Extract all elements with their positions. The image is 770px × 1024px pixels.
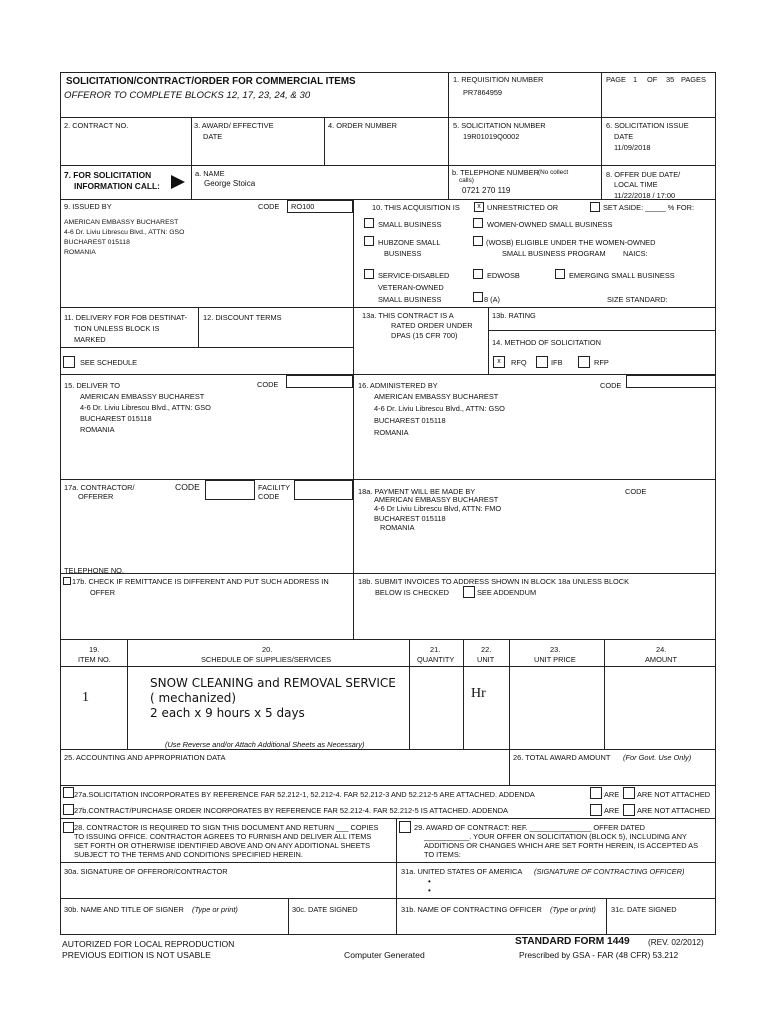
deliver-to-address: ROMANIA	[80, 425, 115, 434]
col-item-name: ITEM NO.	[78, 655, 111, 664]
rfq-checkbox[interactable]: x	[493, 356, 505, 368]
deliver-to-label: 15. DELIVER TO	[64, 381, 121, 390]
item-description: SNOW CLEANING and REMOVAL SERVICE	[150, 676, 396, 690]
page-label: PAGE	[606, 75, 626, 84]
info-call-label: INFORMATION CALL:	[74, 181, 160, 191]
hubzone-label: BUSINESS	[384, 249, 422, 258]
wosb-checkbox[interactable]	[473, 218, 483, 228]
divider	[353, 199, 354, 639]
deliver-to-code-box	[286, 375, 353, 388]
see-addendum-checkbox[interactable]	[463, 586, 475, 598]
bullet: •	[428, 877, 431, 886]
col-amount-name: AMOUNT	[645, 655, 678, 664]
info-call-label: 7. FOR SOLICITATION	[64, 170, 152, 180]
reproduction-note: PREVIOUS EDITION IS NOT USABLE	[62, 950, 211, 960]
contractor-sign-text: SET FORTH OR OTHERWISE IDENTIFIED ABOVE AND ON ANY ADDITIONAL SHEETS	[74, 841, 371, 850]
divider	[191, 117, 192, 199]
award-text: ADDITIONS OR CHANGES WHICH ARE SET FORTH HEREIN, IS ACCEPTED AS	[424, 841, 699, 850]
wosb-label: WOMEN-OWNED SMALL BUSINESS	[487, 220, 613, 229]
reverse-note: (Use Reverse and/or Attach Additional Sheets as Necessary)	[165, 740, 365, 749]
set-aside-checkbox[interactable]	[590, 202, 600, 212]
item-number: 1	[82, 690, 89, 705]
naics-label: NAICS:	[623, 249, 648, 258]
offer-due-label: LOCAL TIME	[614, 180, 658, 189]
divider	[604, 639, 605, 749]
administered-by-address: 4-6 Dr. Liviu Librescu Blvd., ATTN: GSO	[374, 404, 505, 413]
page-total: 35	[666, 75, 675, 84]
issue-date-label: 6. SOLICITATION ISSUE	[606, 121, 689, 130]
emerging-label: EMERGING SMALL BUSINESS	[569, 271, 675, 280]
divider	[60, 749, 61, 750]
divider	[198, 307, 199, 347]
solicitation-number-value: 19R01019Q0002	[463, 132, 520, 141]
contact-name-label: a. NAME	[195, 169, 225, 178]
order-number-label: 4. ORDER NUMBER	[328, 121, 397, 130]
sdvo-label: SMALL BUSINESS	[378, 295, 442, 304]
divider	[60, 165, 716, 166]
facility-code-label: FACILITY	[258, 483, 291, 492]
wosb-eligible-checkbox[interactable]	[473, 236, 483, 246]
27a-are-checkbox[interactable]	[590, 787, 602, 799]
award-text: ___________. YOUR OFFER ON SOLICITATION (BLOCK 5), INCLUDING ANY	[424, 832, 687, 841]
offer-due-label: 8. OFFER DUE DATE/	[606, 170, 681, 179]
computer-generated: Computer Generated	[344, 950, 425, 960]
delivery-fob-label: 11. DELIVERY FOR FOB DESTINAT-	[64, 313, 188, 322]
delivery-fob-label: TION UNLESS BLOCK IS	[74, 324, 160, 333]
contact-name-value: George Stoica	[204, 179, 256, 188]
acquisition-label: 10. THIS ACQUISITION IS	[372, 203, 460, 212]
edwosb-label: EDWOSB	[487, 271, 520, 280]
divider	[60, 573, 716, 574]
issued-by-address: BUCHAREST 015118	[64, 239, 130, 246]
invoice-label: BELOW IS CHECKED	[375, 588, 449, 597]
27b-are-checkbox[interactable]	[590, 804, 602, 816]
rated-order-label: DPAS (15 CFR 700)	[391, 331, 458, 340]
contract-number-label: 2. CONTRACT NO.	[64, 121, 129, 130]
divider	[409, 639, 410, 749]
rfq-label: RFQ	[511, 358, 527, 367]
officer-signature-note: (SIGNATURE OF CONTRACTING OFFICER)	[534, 867, 685, 876]
offeror-signature-label: 30a. SIGNATURE OF OFFEROR/CONTRACTOR	[64, 867, 228, 876]
telephone-note: calls)	[459, 177, 474, 184]
col-unit-price-num: 23.	[550, 645, 561, 654]
signer-name-label: 30b. NAME AND TITLE OF SIGNER	[64, 905, 184, 914]
divider	[448, 72, 449, 199]
payment-by-label: 18a. PAYMENT WILL BE MADE BY	[358, 487, 476, 496]
administered-by-address: BUCHAREST 015118	[374, 416, 446, 425]
administered-by-address: ROMANIA	[374, 428, 409, 437]
discount-terms-label: 12. DISCOUNT TERMS	[203, 313, 282, 322]
form-revision: (REV. 02/2012)	[648, 938, 704, 947]
hubzone-label: HUBZONE SMALL	[378, 238, 441, 247]
reproduction-note: AUTORIZED FOR LOCAL REPRODUCTION	[62, 939, 235, 949]
award-checkbox[interactable]	[399, 821, 411, 833]
divider	[60, 898, 716, 899]
offer-due-value: 11/22/2018 / 17:00	[614, 191, 676, 200]
requisition-label: 1. REQUISITION NUMBER	[453, 75, 544, 84]
divider	[127, 639, 128, 749]
item-description: 2 each x 9 hours x 5 days	[150, 706, 305, 720]
delivery-fob-label: MARKED	[74, 335, 106, 344]
bullet: •	[428, 886, 431, 895]
divider	[60, 307, 716, 308]
offeror-date-label: 30c. DATE SIGNED	[292, 905, 358, 914]
wosb-eligible-label: SMALL BUSINESS PROGRAM	[502, 249, 606, 258]
issued-by-label: 9. ISSUED BY	[64, 202, 112, 211]
sdvo-label: SERVICE-DISABLED	[378, 271, 450, 280]
form-title: SOLICITATION/CONTRACT/ORDER FOR COMMERCIAL ITEMS	[66, 76, 356, 87]
col-quantity-name: QUANTITY	[417, 655, 455, 664]
divider	[324, 117, 325, 165]
eight-a-checkbox[interactable]	[473, 292, 483, 302]
contractor-sign-text: SUBJECT TO THE TERMS AND CONDITIONS SPECIFIED HEREIN.	[74, 850, 303, 859]
solicitation-ref-text: 27a.SOLICITATION INCORPORATES BY REFERENCE FAR 52.212-1, 52.212-4. FAR 52.212-3 AND 52.212-5 ARE ATTACHED. ADDENDA	[74, 790, 535, 799]
administered-by-label: 16. ADMINISTERED BY	[358, 381, 438, 390]
requisition-value: PR7864959	[463, 88, 503, 97]
issued-by-address: 4-6 Dr. Liviu Librescu Blvd., ATTN: GSO	[64, 229, 185, 236]
form-subtitle: OFFEROR TO COMPLETE BLOCKS 12, 17, 23, 24, & 30	[64, 90, 311, 101]
see-addendum-label: SEE ADDENDUM	[477, 588, 537, 597]
divider	[463, 639, 464, 749]
issued-by-address: AMERICAN EMBASSY BUCHAREST	[64, 219, 179, 226]
administered-by-address: AMERICAN EMBASSY BUCHAREST	[374, 392, 499, 401]
ifb-label: IFB	[551, 358, 563, 367]
solicitation-number-label: 5. SOLICITATION NUMBER	[453, 121, 546, 130]
pages-word: PAGES	[681, 75, 706, 84]
hubzone-checkbox[interactable]	[364, 236, 374, 246]
divider	[60, 117, 716, 118]
rfp-label: RFP	[594, 358, 609, 367]
col-schedule-name: SCHEDULE OF SUPPLIES/SERVICES	[201, 655, 332, 664]
divider	[606, 898, 607, 935]
edwosb-checkbox[interactable]	[473, 269, 483, 279]
27b-are-not-label: ARE NOT ATTACHED	[637, 806, 711, 815]
telephone-value: 0721 270 119	[462, 186, 511, 195]
divider	[60, 666, 716, 667]
27a-are-label: ARE	[604, 790, 620, 799]
deliver-to-address: 4-6 Dr. Liviu Librescu Blvd., ATTN: GSO	[80, 403, 211, 412]
deliver-to-code-label: CODE	[257, 380, 279, 389]
col-unit-price-name: UNIT PRICE	[534, 655, 576, 664]
divider	[488, 307, 489, 374]
telephone-note: (No collect	[538, 169, 569, 176]
rfp-checkbox[interactable]	[578, 356, 590, 368]
payment-address: ROMANIA	[380, 523, 415, 532]
sdvo-label: VETERAN-OWNED	[378, 283, 444, 292]
officer-name-note: (Type or print)	[550, 905, 596, 914]
col-unit-name: UNIT	[477, 655, 495, 664]
facility-code-label: CODE	[258, 492, 280, 501]
solicitation-ref-checkbox[interactable]	[63, 787, 74, 798]
divider	[396, 818, 397, 935]
remit-label: 17b. CHECK IF REMITTANCE IS DIFFERENT AND PUT SUCH ADDRESS IN	[72, 577, 329, 586]
telephone-label: b. TELEPHONE NUMBER	[452, 168, 539, 177]
27b-are-not-checkbox[interactable]	[623, 804, 635, 816]
wosb-eligible-label: (WOSB) ELIGIBLE UNDER THE WOMEN-OWNED	[486, 238, 656, 247]
contractor-sign-checkbox[interactable]	[63, 822, 74, 833]
prescribed-by: Prescribed by GSA - FAR (48 CFR) 53.212	[519, 950, 679, 960]
27b-are-label: ARE	[604, 806, 620, 815]
accounting-label: 25. ACCOUNTING AND APPROPRIATION DATA	[64, 753, 226, 762]
deliver-to-address: AMERICAN EMBASSY BUCHAREST	[80, 392, 205, 401]
divider	[60, 785, 716, 786]
27a-are-not-checkbox[interactable]	[623, 787, 635, 799]
issued-by-address: ROMANIA	[64, 249, 96, 256]
size-standard-label: SIZE STANDARD:	[607, 295, 668, 304]
divider	[60, 749, 716, 750]
set-aside-label: SET ASIDE: _____ % FOR:	[603, 203, 695, 212]
contract-ref-text: 27b.CONTRACT/PURCHASE ORDER INCORPORATES BY REFERENCE FAR 52.212-4. FAR 52.212-5 IS ATTACHED. ADDENDA	[74, 806, 508, 815]
rated-order-label: RATED ORDER UNDER	[391, 321, 473, 330]
facility-code-box	[294, 480, 353, 500]
remit-label: OFFER	[90, 588, 116, 597]
telephone-no-label: TELEPHONE NO.	[64, 566, 124, 575]
contractor-code-label: CODE	[175, 482, 200, 492]
contractor-label: 17a. CONTRACTOR/	[64, 483, 135, 492]
rating-label: 13b. RATING	[492, 311, 536, 320]
col-item-num: 19.	[89, 645, 100, 654]
arrow-right-icon	[171, 175, 185, 189]
col-amount-num: 24.	[656, 645, 667, 654]
signer-name-note: (Type or print)	[192, 905, 238, 914]
form-name: STANDARD FORM 1449	[515, 936, 630, 947]
administered-by-code-box	[626, 375, 716, 388]
invoice-label: 18b. SUBMIT INVOICES TO ADDRESS SHOWN IN BLOCK 18a UNLESS BLOCK	[358, 577, 630, 586]
payment-address: BUCHAREST 015118	[374, 514, 446, 523]
sdvo-checkbox[interactable]	[364, 269, 374, 279]
officer-signature-label: 31a. UNITED STATES OF AMERICA	[401, 867, 523, 876]
emerging-checkbox[interactable]	[555, 269, 565, 279]
issue-date-label: DATE	[614, 132, 634, 141]
award-text: TO ITEMS:	[424, 850, 461, 859]
page-of: OF	[647, 75, 658, 84]
divider	[60, 479, 716, 480]
award-date-label: 3. AWARD/ EFFECTIVE	[194, 121, 274, 130]
divider	[60, 347, 353, 348]
issued-by-code-label: CODE	[258, 202, 280, 211]
unrestricted-label: UNRESTRICTED OR	[487, 203, 559, 212]
issue-date-value: 11/09/2018	[614, 143, 651, 152]
payment-address: 4-6 Dr Liviu Librescu Blvd, ATTN: FMO	[374, 504, 502, 513]
divider	[60, 639, 716, 640]
divider	[509, 639, 510, 785]
item-description: ( mechanized)	[150, 691, 237, 705]
27a-are-not-label: ARE NOT ATTACHED	[637, 790, 711, 799]
officer-name-label: 31b. NAME OF CONTRACTING OFFICER	[401, 905, 542, 914]
contractor-code-box	[205, 480, 255, 500]
col-quantity-num: 21.	[430, 645, 441, 654]
item-unit: Hr	[471, 686, 486, 701]
total-award-label: 26. TOTAL AWARD AMOUNT	[513, 753, 611, 762]
contractor-sign-text: TO ISSUING OFFICE. CONTRACTOR AGREES TO FURNISH AND DELIVER ALL ITEMS	[74, 832, 372, 841]
rated-order-label: 13a. THIS CONTRACT IS A	[362, 311, 454, 320]
divider	[488, 330, 716, 331]
see-schedule-checkbox[interactable]	[63, 356, 75, 368]
col-unit-num: 22.	[481, 645, 492, 654]
eight-a-label: 8 (A)	[484, 295, 501, 304]
administered-by-code-label: CODE	[600, 381, 622, 390]
deliver-to-address: BUCHAREST 015118	[80, 414, 152, 423]
method-label: 14. METHOD OF SOLICITATION	[492, 338, 601, 347]
ifb-checkbox[interactable]	[536, 356, 548, 368]
issued-by-code-value: RO100	[291, 202, 315, 211]
officer-date-label: 31c. DATE SIGNED	[611, 905, 677, 914]
contractor-label: OFFERER	[78, 492, 114, 501]
divider	[60, 374, 716, 375]
payment-address: AMERICAN EMBASSY BUCHAREST	[374, 495, 499, 504]
remit-checkbox[interactable]	[63, 577, 71, 585]
page-number: 1	[633, 75, 638, 84]
award-text: 29. AWARD OF CONTRACT: REF. _______________ OFFER DATED	[414, 823, 645, 832]
payment-code-label: CODE	[625, 487, 647, 496]
divider	[60, 818, 716, 819]
col-schedule-num: 20.	[262, 645, 273, 654]
award-date-label: DATE	[203, 132, 223, 141]
divider	[60, 862, 716, 863]
total-award-note: (For Govt. Use Only)	[623, 753, 692, 762]
divider	[601, 72, 602, 199]
contractor-sign-text: 28. CONTRACTOR IS REQUIRED TO SIGN THIS DOCUMENT AND RETURN ___ COPIES	[74, 823, 379, 832]
unrestricted-checkbox[interactable]: x	[474, 202, 484, 212]
divider	[288, 898, 289, 935]
see-schedule-label: SEE SCHEDULE	[80, 358, 138, 367]
contract-ref-checkbox[interactable]	[63, 804, 74, 815]
small-business-label: SMALL BUSINESS	[378, 220, 442, 229]
small-business-checkbox[interactable]	[364, 218, 374, 228]
